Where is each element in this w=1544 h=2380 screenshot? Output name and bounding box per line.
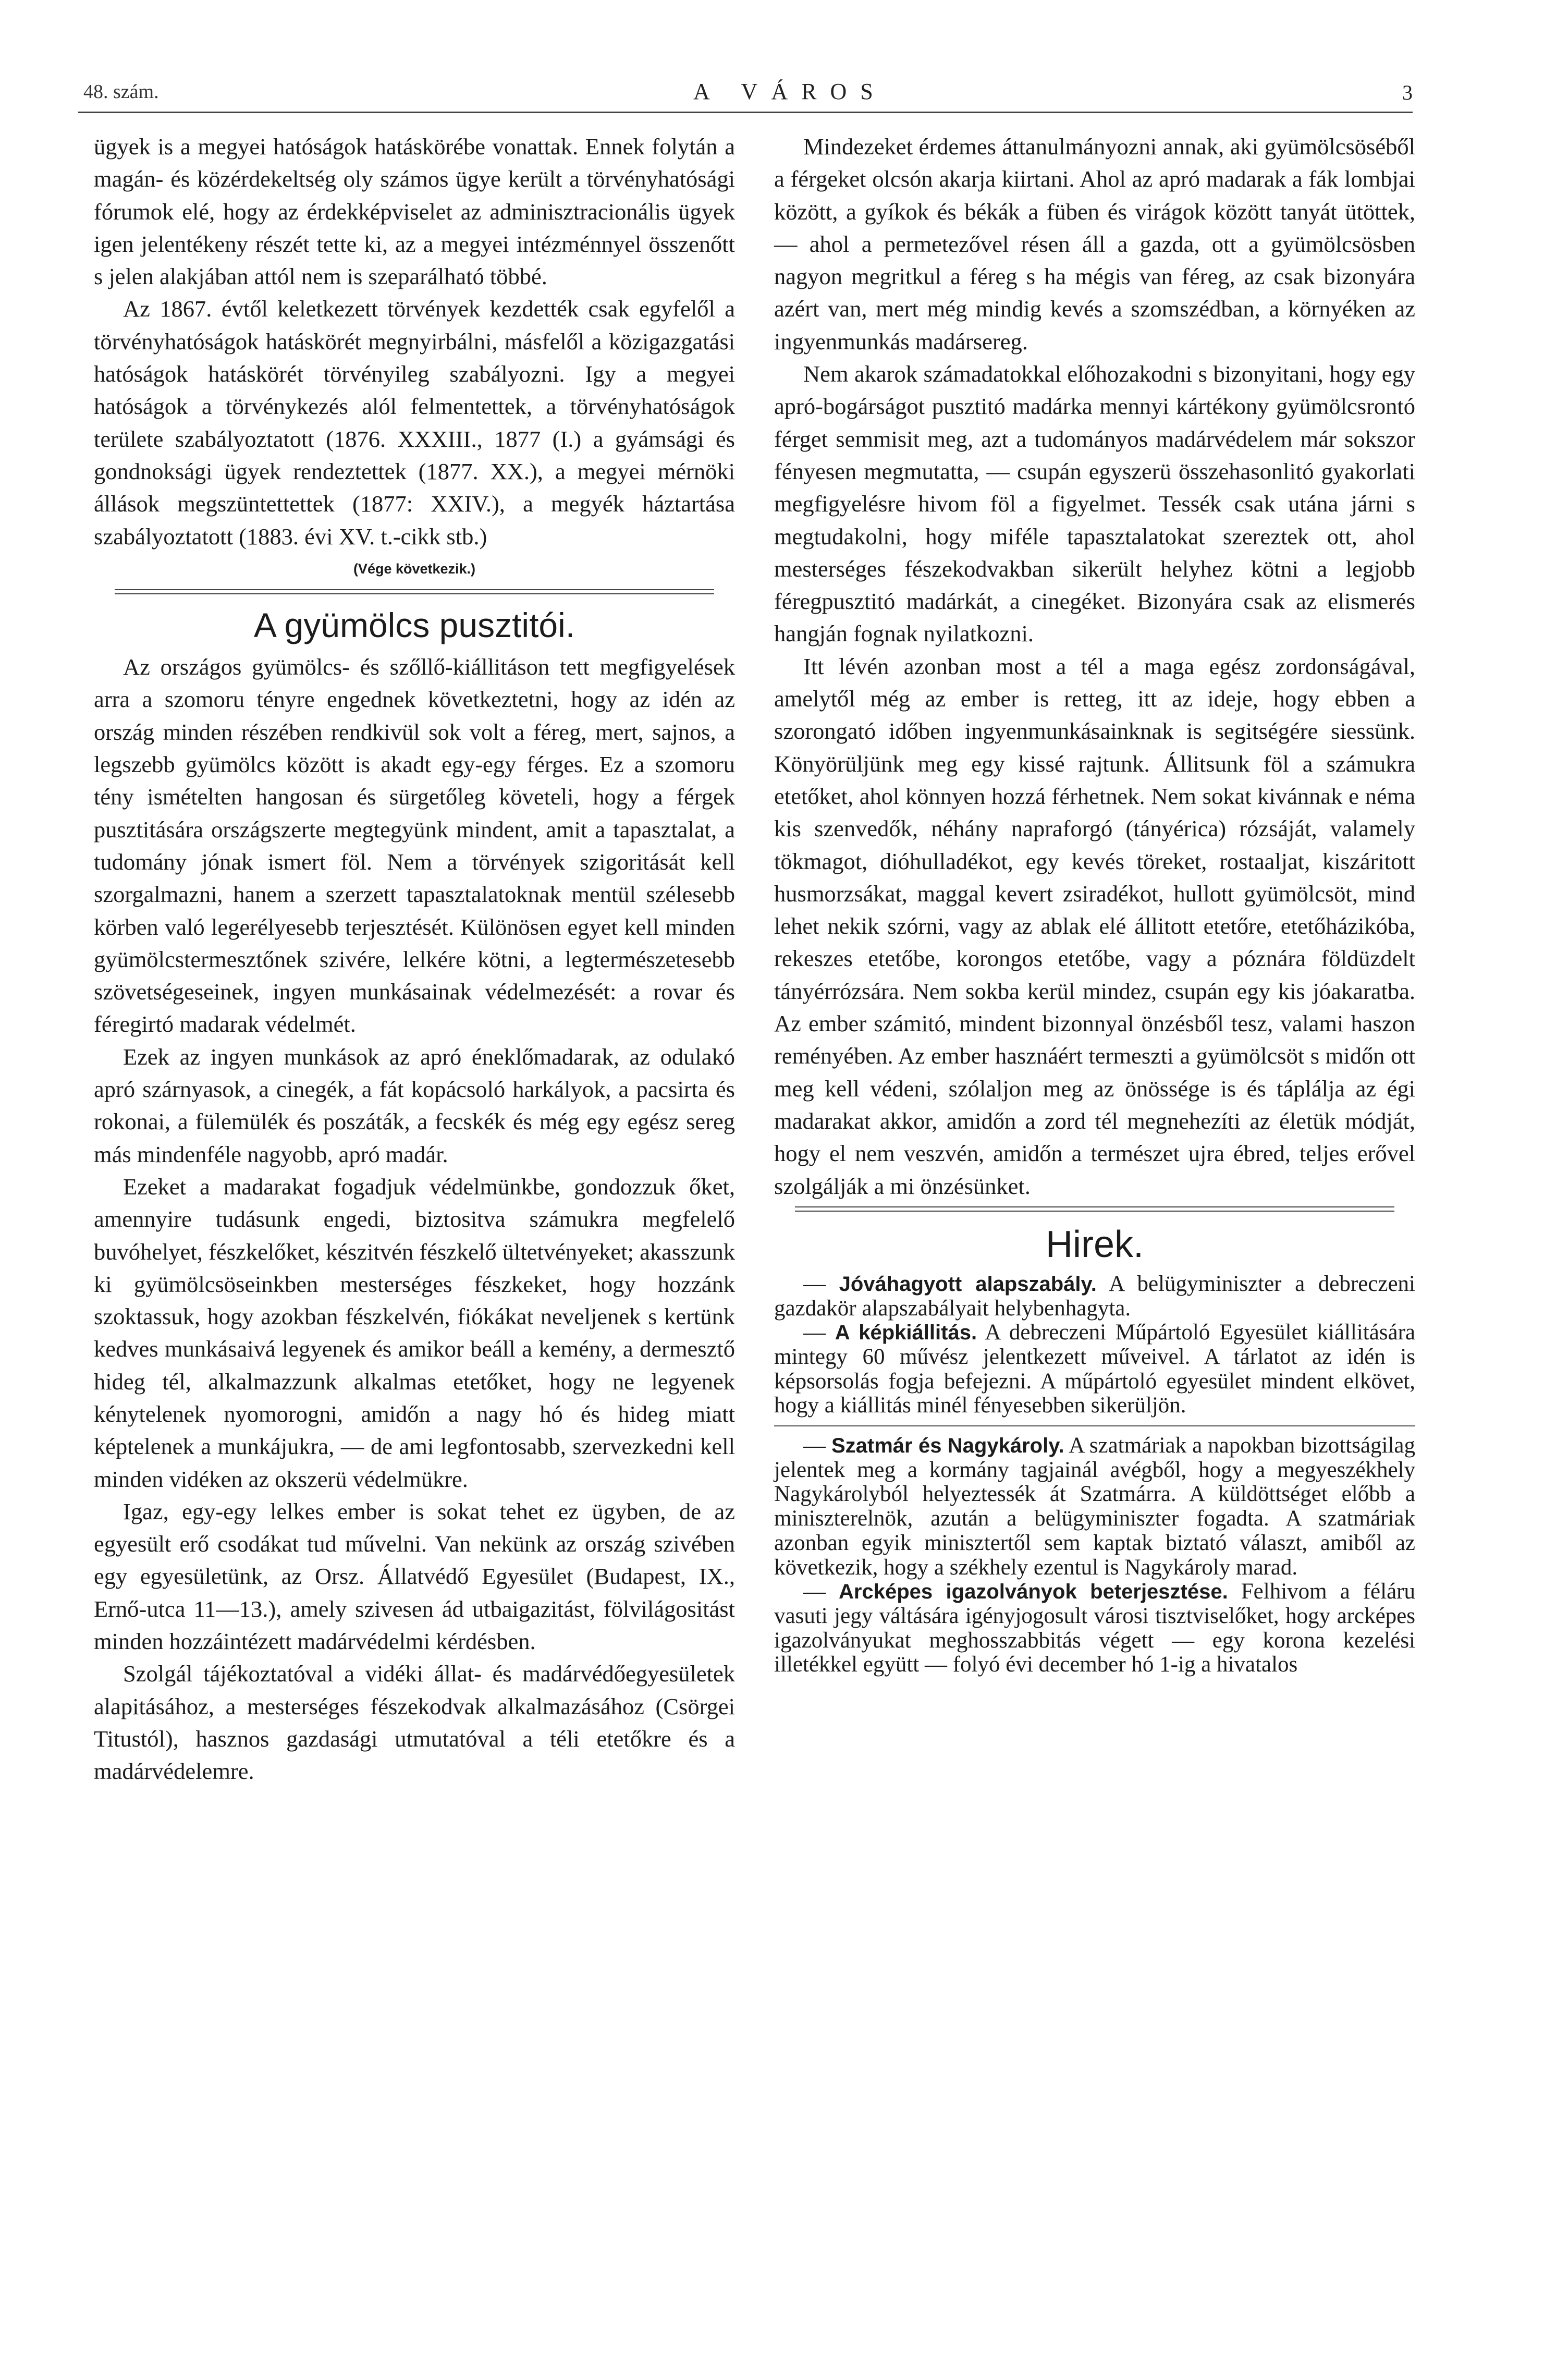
news-dash: — [803, 1320, 835, 1345]
news-dash: — [803, 1579, 839, 1604]
article-paragraph: Szolgál tájékoztatóval a vidéki állat- és madárvédőegyesületek alapitásához, a mesterséges fészekodvak alkalmazásához (Csörgei Titustól), hasznos gazdasági utmutatóval a téli etetőkre és a madárvédelemre. [94, 1661, 735, 1785]
news-text: A szatmáriak a napokban bizottságilag jelentek meg a kormány tagjainál avégből, hogy a megyeszékhely Nagykárolyból helyeztessék át Szatmárra. A küldöttséget előbb a miniszterelnök, azután a belügyminiszter fogadta. A szatmáriak azonban egyik minisztertől sem kaptak biztató választ, amiből az következik, hogy a székhely ezentul is Nagykároly marad. [774, 1433, 1416, 1580]
news-text: Felhivom a féláru vasuti jegy váltására igényjogosult városi tisztviselőket, hogy arcképes igazolványukat meghosszabbitás végett — egy korona kezelési illetékkel együtt — folyó évi december hó 1-ig a hivatalos [774, 1579, 1415, 1677]
header-rule [78, 112, 1413, 113]
issue-number: 48. szám. [83, 81, 159, 103]
left-column [94, 130, 735, 1788]
article-paragraph: Ezeket a madarakat fogadjuk védelmünkbe, gondozzuk őket, amennyire tudásunk engedi, biztositva számukra megfelelő buvóhelyet, fészkelőket, készitvén fészkelő ültetvényeket; akasszunk ki gyümölcsöseinkben mesterséges fészkeket, hogy hozzánk szoktassuk, hogy azokban fészkelvén, fiókákat neveljenek s kertünk kedves munkásaivá legyenek és amikor beáll a kemény, a dermesztő hideg tél, alkalmazzunk alkalmas etetőket, hogy ne legyenek kénytelenek nyomorogni, amidőn a nagy hó és hideg miatt képtelenek a munkájukra, — de ami legfontosabb, szervezkedni kell minden vidéken az okszerü védelmükre. [94, 1173, 735, 1492]
section-divider [795, 1206, 1394, 1212]
news-item [774, 1580, 1415, 1677]
page-number: 3 [1402, 81, 1413, 104]
news-section-title: Hirek. [1045, 1223, 1144, 1265]
news-dash: — [803, 1433, 831, 1458]
article-paragraph: Itt lévén azonban most a tél a maga egész zordonságával, amelytől még az ember is retteg, itt az ideje, hogy ebben a szorongató időben ingyenmunkásainknak is segitségére siessünk. Könyörüljünk meg egy kissé rajtunk. Állitsunk föl a számukra etetőket, ahol könnyen hozzá férhetnek. Nem sokat kivánnak e néma kis szenvedők, néhány napraforgó (tányérica) rózsáját, valamely tökmagot, dióhulladékot, egy kevés töreket, rostaaljat, kiszáritott husmorzsákat, maggal kevert zsiradékot, hullott gyümölcsöt, mind lehet nekik szórni, vagy az ablak elé állitott etetőre, etetőházikóba, rekeszes etetőbe, korongos etetőbe, vagy a póznára földüzdelt tányérrózsára. Nem sokba kerül mindez, csupán egy kis jóakaratba. Az ember számitó, mindent bizonnyal önzésből tesz, valami haszon reményében. Az ember hasznáért termeszti a gyümölcsöt s midőn ott meg kell védeni, szólaljon meg az önössége is és táplálja az égi madarakat akkor, amidőn a zord tél megnehezíti az életük módját, hogy el nem veszvén, amidőn a természet ujra ébred, teljes erővel szolgálják a mi önzésünket. [774, 653, 1415, 1199]
page-header [78, 78, 1413, 109]
right-column [774, 130, 1415, 1677]
continued-note: (Vége következik.) [353, 560, 476, 577]
news-text: A debreczeni Műpártoló Egyesület kiállitására mintegy 60 művész jelentkezett műveivel. A tárlatot az idén is képsorsolás fogja befejezni. A műpártoló egyesület mindent elkövet, hogy a kiállitás minél fényesebben sikerüljön. [774, 1320, 1416, 1418]
news-item [774, 1321, 1415, 1418]
news-item [774, 1272, 1415, 1321]
article-paragraph: Mindezeket érdemes áttanulmányozni annak, aki gyümölcsöséből a férgeket olcsón akarja kiirtani. Ahol az apró madarak a fák lombjai között, a gyíkok és békák a füben és virágok között tanyát ütöttek, — ahol a permetezővel résen áll a gazda, ott a gyümölcsösben nagyon megritkul a féreg s ha mégis van féreg, az csak bizonyára azért van, mert még mindig kevés a szomszédban, a környéken az ingyenmunkás madársereg. [774, 133, 1415, 355]
news-text: A belügyminiszter a debreczeni gazdakör alapszabályait helybenhagyta. [774, 1271, 1416, 1321]
article-paragraph: Nem akarok számadatokkal előhozakodni s bizonyitani, hogy egy apró-bogárságot pusztitó madárka mennyi kártékony gyümölcsrontó férget semmisit meg, azt a tudományos madárvédelem már sokszor fényesen megmutatta, — csupán egyszerü összehasonlitó gyakorlati megfigyelésre hivom föl a figyelmet. Tessék csak utána járni s megtudakolni, hogy miféle tapasztalatokat szereztek ott, ahol mesterséges fészekodvakban sikerült helyhez kötni a legjobb féregpusztitó madárkát, a cinegéket. Bizonyára csak az elismerés hangján fognak nyilatkozni. [774, 361, 1415, 647]
news-keyword: Szatmár és Nagykároly. [831, 1434, 1064, 1458]
article-paragraph: Igaz, egy-egy lelkes ember is sokat tehet ez ügyben, de az egyesült erő csodákat tud művelni. Van nekünk az ország szivében egy egyesületünk, az Orsz. Állatvédő Egyesület (Budapest, IX., Ernő-utca 11—13.), amely szivesen ád utbaigazitást, fölvilágositást minden hozzáintézett madárvédelmi kérdésben. [94, 1498, 735, 1655]
article-paragraph: Az országos gyümölcs- és szőllő-kiállitáson tett megfigyelések arra a szomoru tényre engednek következtetni, hogy az idén az ország minden részében rendkivül sok volt a féreg, mert, sajnos, a legszebb gyümölcs között is akadt egy-egy férges. Ez a szomoru tény ismételten hangosan és sürgetőleg követeli, hogy a férgek pusztitására országszerte megtegyünk mindent, amit a tapasztalat, a tudomány jónak ismert föl. Nem a törvények szigoritását kell szorgalmazni, hanem a szerzett tapasztalatoknak mentül szélesebb körben való legerélyesebb terjesztését. Különösen egyet kell minden gyümölcstermesztőnek szivére, lelkére kötni, a legtermészetesebb szövetségeseinek, ingyen munkásainak védelmezését: a rovar és féregirtó madarak védelmét. [94, 654, 735, 1038]
publication-title: A VÁROS [693, 79, 887, 104]
news-divider [774, 1425, 1415, 1426]
news-list [774, 1272, 1415, 1677]
article-title: A gyümölcs pusztitói. [253, 606, 575, 645]
article-divider [115, 589, 714, 594]
prev-article-paragraph: Az 1867. évtől keletkezett törvények kezdették csak egyfelől a törvényhatóságok hatáskörét megnyirbálni, másfelől a közigazgatási hatóságok hatáskörét törvényileg szabályozni. Igy a megyei hatóságok a törvénykezés alól felmentettek, a törvényhatóságok területe szabályoztatott (1876. XXXIII., 1877 (I.) a gyámsági és gondnoksági ügyek rendeztettek (1877. XX.), a megyei mérnöki állások megszüntettettek (1877: XXIV.), a megyék háztartása szabályoztatott (1883. évi XV. t.-cikk stb.) [94, 296, 735, 550]
news-item [774, 1434, 1415, 1580]
prev-article-paragraph: ügyek is a megyei hatóságok hatáskörébe vonattak. Ennek folytán a magán- és közérdekeltség oly számos ügye került a törvényhatósági fórumok elé, hogy az érdekképviselet az adminisztracionális ügyek igen jelentékeny részét tette ki, az a megyei intézménnyel összenőtt s jelen alakjában attól nem is szeparálható többé. [94, 133, 735, 290]
article-paragraph: Ezek az ingyen munkások az apró éneklőmadarak, az odulakó apró szárnyasok, a cinegék, a fát kopácsoló harkályok, a pacsirta és rokonai, a fülemülék és poszáták, a fecskék és még egy egész sereg más mindenféle nagyobb, apró madár. [94, 1043, 735, 1167]
news-keyword: Arcképes igazolványok beterjesztése. [839, 1580, 1228, 1604]
news-dash: — [803, 1271, 839, 1296]
news-keyword: A képkiállitás. [835, 1321, 977, 1345]
news-keyword: Jóváhagyott alapszabály. [839, 1272, 1097, 1296]
